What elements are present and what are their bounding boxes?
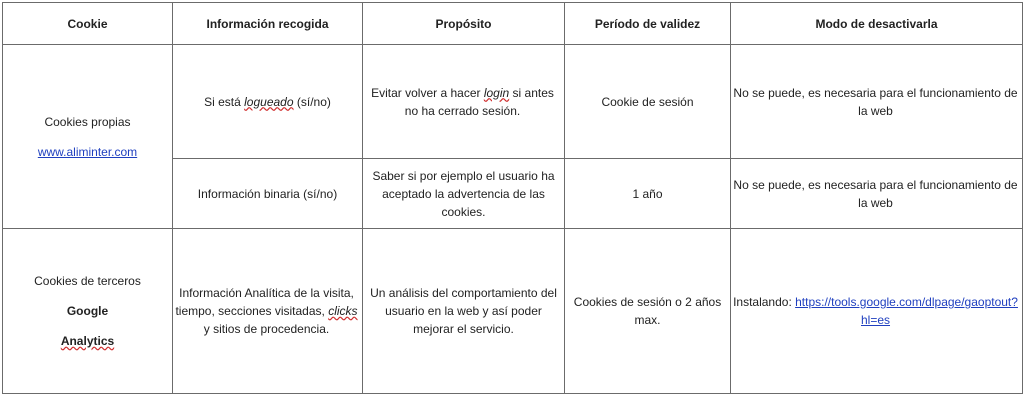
info-text-em: logueado	[244, 94, 294, 109]
purpose-text-em: login	[483, 85, 510, 100]
info-text-em: clicks	[328, 304, 358, 318]
header-cookie: Cookie	[3, 3, 173, 45]
disable-cell	[731, 229, 1023, 394]
info-text-post: (sí/no)	[293, 94, 331, 109]
third-party-name-line1: Google	[66, 304, 109, 318]
ga-optout-link[interactable]: https://tools.google.com/dlpage/gaoptout?hl=es	[795, 295, 1018, 327]
third-party-name-line2: Analytics	[60, 334, 115, 348]
purpose-cell: Saber si por ejemplo el usuario ha aceptado la advertencia de las cookies.	[363, 159, 565, 229]
info-text-post: y sitios de procedencia.	[203, 322, 330, 336]
validity-cell: 1 año	[565, 159, 731, 229]
header-validity: Período de validez	[565, 3, 731, 45]
disable-cell: No se puede, es necesaria para el funcionamiento de la web	[731, 159, 1023, 229]
aliminter-link[interactable]: www.aliminter.com	[37, 144, 138, 159]
header-info: Información recogida	[173, 3, 363, 45]
third-party-cell	[3, 229, 173, 394]
info-text-pre: Si está	[204, 94, 245, 109]
validity-cell: Cookies de sesión o 2 años max.	[565, 229, 731, 394]
disable-cell: No se puede, es necesaria para el funcionamiento de la web	[731, 45, 1023, 159]
purpose-cell	[363, 45, 565, 159]
own-cookies-cell	[3, 45, 173, 229]
table-header-row	[3, 3, 1023, 45]
table-row	[3, 229, 1023, 394]
purpose-text-post: si antes no ha cerrado sesión.	[404, 85, 554, 118]
third-party-label: Cookies de terceros	[34, 274, 141, 288]
header-disable: Modo de desactivarla	[731, 3, 1023, 45]
disable-label: Instalando:	[733, 295, 796, 309]
info-cell	[173, 229, 363, 394]
own-cookies-label: Cookies propias	[44, 114, 131, 129]
cookie-policy-table	[2, 2, 1023, 394]
purpose-cell: Un análisis del comportamiento del usuario en la web y así poder mejorar el servicio.	[363, 229, 565, 394]
header-purpose: Propósito	[363, 3, 565, 45]
info-cell: Información binaria (sí/no)	[173, 159, 363, 229]
purpose-text-pre: Evitar volver a hacer	[371, 85, 484, 100]
info-text-pre: Información Analítica de la visita, tiempo, secciones visitadas,	[175, 286, 354, 318]
info-cell	[173, 45, 363, 159]
validity-cell: Cookie de sesión	[565, 45, 731, 159]
table-row	[3, 45, 1023, 159]
